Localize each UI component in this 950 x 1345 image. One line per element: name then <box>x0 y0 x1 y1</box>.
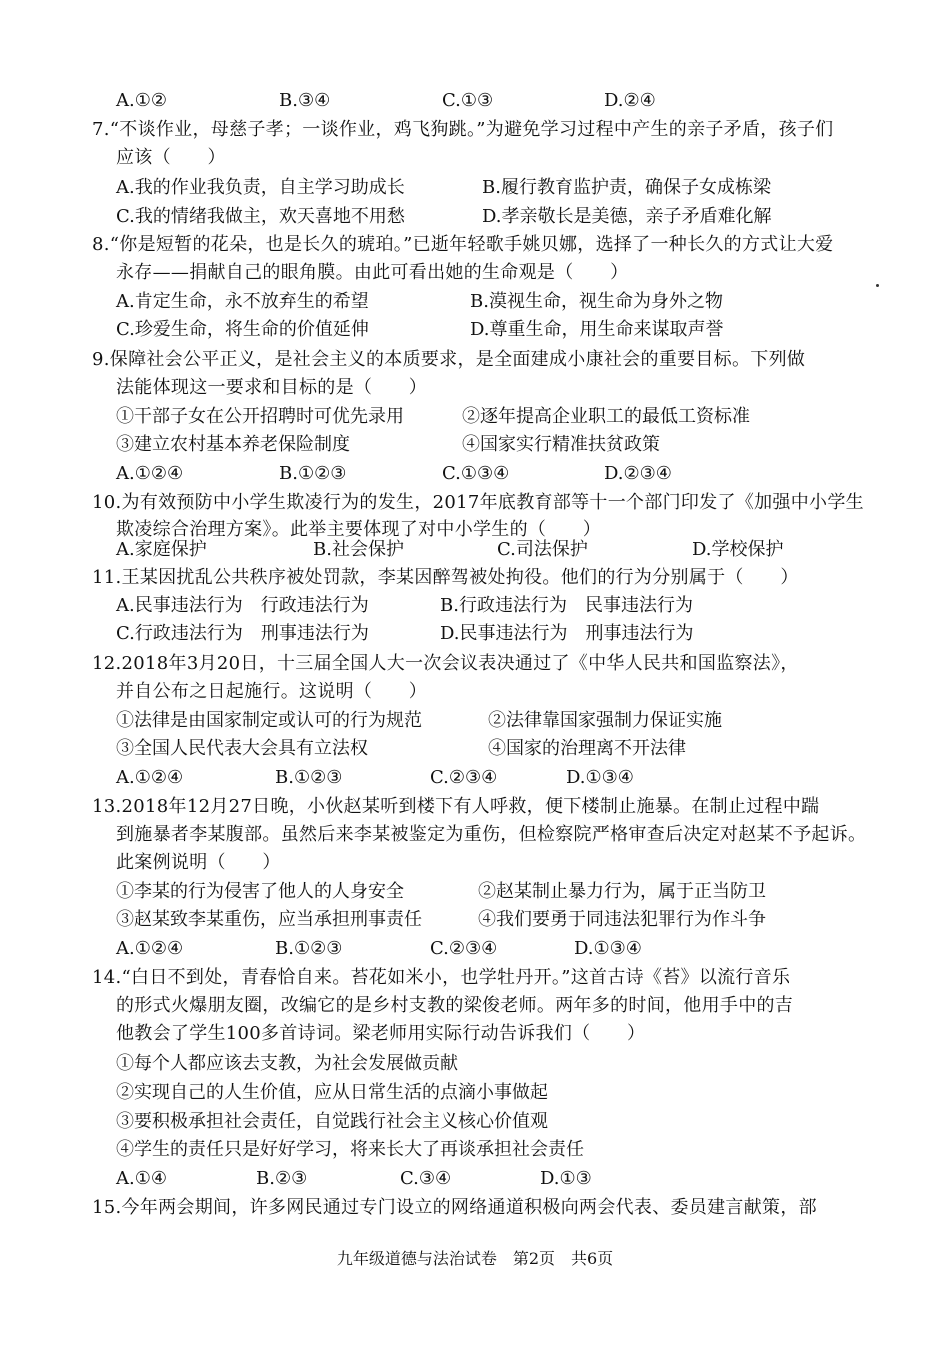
q13-option-b: B.①②③ <box>275 938 343 959</box>
q13-item-4: ④我们要勇于同违法犯罪行为作斗争 <box>478 909 766 930</box>
q14-option-d: D.①③ <box>540 1168 592 1189</box>
q12-item-1: ①法律是由国家制定或认可的行为规范 <box>116 710 422 731</box>
q8-option-b: B.漠视生命，视生命为身外之物 <box>470 291 723 312</box>
q11-stem-line-1: 11.王某因扰乱公共秩序被处罚款，李某因醉驾被处拘役。他们的行为分别属于（ ） <box>92 567 799 588</box>
q9-item-2: ②逐年提高企业职工的最低工资标准 <box>462 406 750 427</box>
scan-speck <box>876 284 879 287</box>
q8-stem-line-1: 8.“你是短暂的花朵，也是长久的琥珀。”已逝年轻歌手姚贝娜，选择了一种长久的方式让大爱 <box>92 234 834 255</box>
q10-option-c: C.司法保护 <box>497 539 588 560</box>
q10-option-d: D.学校保护 <box>692 539 784 560</box>
q6-option-c: C.①③ <box>442 90 494 111</box>
q14-item-3: ③要积极承担社会责任，自觉践行社会主义核心价值观 <box>116 1111 548 1132</box>
q11-option-c: C.行政违法行为 刑事违法行为 <box>116 623 369 644</box>
q11-option-d: D.民事违法行为 刑事违法行为 <box>440 623 694 644</box>
q14-item-1: ①每个人都应该去支教，为社会发展做贡献 <box>116 1053 458 1074</box>
q9-stem-line-1: 9.保障社会公平正义，是社会主义的本质要求，是全面建成小康社会的重要目标。下列做 <box>92 349 806 370</box>
q13-item-2: ②赵某制止暴力行为，属于正当防卫 <box>478 881 766 902</box>
q14-option-a: A.①④ <box>116 1168 167 1189</box>
q12-option-b: B.①②③ <box>275 767 343 788</box>
q13-stem-line-2: 到施暴者李某腹部。虽然后来李某被鉴定为重伤，但检察院严格审查后决定对赵某不予起诉。 <box>116 824 867 845</box>
q12-item-3: ③全国人民代表大会具有立法权 <box>116 738 368 759</box>
q7-option-d: D.孝亲敬长是美德，亲子矛盾难化解 <box>482 206 772 227</box>
q14-option-c: C.③④ <box>400 1168 452 1189</box>
q13-stem-line-1: 13.2018年12月27日晚，小伙赵某听到楼下有人呼救，便下楼制止施暴。在制止过程中踹 <box>92 796 820 817</box>
q13-option-d: D.①③④ <box>574 938 642 959</box>
q13-stem-line-3: 此案例说明（ ） <box>116 852 281 873</box>
q14-option-b: B.②③ <box>256 1168 308 1189</box>
q11-option-b: B.行政违法行为 民事违法行为 <box>440 595 693 616</box>
q13-item-1: ①李某的行为侵害了他人的人身安全 <box>116 881 404 902</box>
q13-option-c: C.②③④ <box>430 938 498 959</box>
q9-option-a: A.①②④ <box>116 463 184 484</box>
q14-stem-line-2: 的形式火爆朋友圈，改编它的是乡村支教的梁俊老师。两年多的时间，他用手中的吉 <box>116 995 794 1016</box>
q12-option-a: A.①②④ <box>116 767 184 788</box>
q8-stem-line-2: 永存——捐献自己的眼角膜。由此可看出她的生命观是（ ） <box>116 262 629 283</box>
q12-stem-line-1: 12.2018年3月20日，十三届全国人大一次会议表决通过了《中华人民共和国监察法》， <box>92 653 799 674</box>
q6-option-a: A.①② <box>116 90 167 111</box>
q12-stem-line-2: 并自公布之日起施行。这说明（ ） <box>116 681 428 702</box>
q6-option-b: B.③④ <box>279 90 331 111</box>
q8-option-c: C.珍爱生命，将生命的价值延伸 <box>116 319 369 340</box>
q14-stem-line-1: 14.“白日不到处，青春恰自来。苔花如米小，也学牡丹开。”这首古诗《苔》以流行音乐 <box>92 967 791 988</box>
q9-item-1: ①干部子女在公开招聘时可优先录用 <box>116 406 404 427</box>
q12-item-2: ②法律靠国家强制力保证实施 <box>488 710 722 731</box>
q7-option-a: A.我的作业我负责，自主学习助成长 <box>116 177 405 198</box>
q8-option-a: A.肯定生命，永不放弃生的希望 <box>116 291 369 312</box>
q6-option-d: D.②④ <box>604 90 656 111</box>
q10-stem-line-1: 10.为有效预防中小学生欺凌行为的发生，2017年底教育部等十一个部门印发了《加强中小学生 <box>92 492 864 513</box>
q13-option-a: A.①②④ <box>116 938 184 959</box>
q9-option-c: C.①③④ <box>442 463 510 484</box>
q10-option-a: A.家庭保护 <box>116 539 207 560</box>
q14-item-2: ②实现自己的人生价值，应从日常生活的点滴小事做起 <box>116 1082 548 1103</box>
q15-stem-line-1: 15.今年两会期间，许多网民通过专门设立的网络通道积极向两会代表、委员建言献策，部 <box>92 1197 817 1218</box>
q10-stem-line-2: 欺凌综合治理方案》。此举主要体现了对中小学生的（ ） <box>116 519 602 540</box>
q13-item-3: ③赵某致李某重伤，应当承担刑事责任 <box>116 909 422 930</box>
q9-stem-line-2: 法能体现这一要求和目标的是（ ） <box>116 377 428 398</box>
page-footer: 九年级道德与法治试卷 第2页 共6页 <box>336 1249 614 1268</box>
q12-item-4: ④国家的治理离不开法律 <box>488 738 686 759</box>
q7-option-b: B.履行教育监护责，确保子女成栋梁 <box>482 177 771 198</box>
q9-item-4: ④国家实行精准扶贫政策 <box>462 434 660 455</box>
q7-stem-line-2: 应该（ ） <box>116 147 226 168</box>
q12-option-c: C.②③④ <box>430 767 498 788</box>
q7-stem-line-1: 7.“不谈作业，母慈子孝；一谈作业，鸡飞狗跳。”为避免学习过程中产生的亲子矛盾，孩子们 <box>92 119 834 140</box>
q10-option-b: B.社会保护 <box>313 539 404 560</box>
q8-option-d: D.尊重生命，用生命来谋取声誉 <box>470 319 724 340</box>
q14-stem-line-3: 他教会了学生100多首诗词。梁老师用实际行动告诉我们（ ） <box>116 1023 646 1044</box>
q12-option-d: D.①③④ <box>566 767 634 788</box>
q14-item-4: ④学生的责任只是好好学习，将来长大了再谈承担社会责任 <box>116 1139 584 1160</box>
q9-item-3: ③建立农村基本养老保险制度 <box>116 434 350 455</box>
q7-option-c: C.我的情绪我做主，欢天喜地不用愁 <box>116 206 405 227</box>
q9-option-b: B.①②③ <box>279 463 347 484</box>
q11-option-a: A.民事违法行为 行政违法行为 <box>116 595 369 616</box>
q9-option-d: D.②③④ <box>604 463 672 484</box>
